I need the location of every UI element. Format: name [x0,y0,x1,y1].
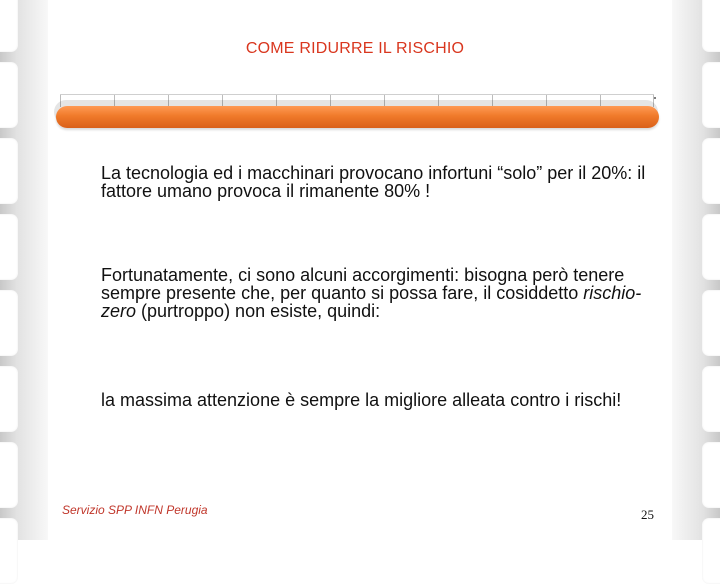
rischio-zero-term: rischio-zero [101,283,642,321]
strip-cell [0,214,18,280]
title-ruler-bar [54,86,666,138]
strip-cell [702,290,720,356]
strip-cell [0,290,18,356]
strip-cell [0,138,18,204]
paragraph-technology: La tecnologia ed i macchinari provocano infortuni “solo” per il 20%: il fattore umano provoca il rimanente 80% ! [101,163,646,201]
strip-cell [702,62,720,128]
strip-cell [702,442,720,508]
paragraph-attention: la massima attenzione è sempre la migliore alleata contro i rischi! [101,390,622,410]
strip-cell [0,518,18,584]
orange-bar [56,106,659,128]
left-decorative-strip [0,0,48,540]
strip-cell [0,62,18,128]
paragraph-precautions-end: (purtroppo) non esiste, quindi: [136,301,381,321]
slide-title: COME RIDURRE IL RISCHIO [245,40,465,57]
strip-cell [702,214,720,280]
strip-cell [0,366,18,432]
strip-cell [702,366,720,432]
right-decorative-strip [672,0,720,540]
strip-cell [702,518,720,584]
strip-cell [702,138,720,204]
paragraph-precautions [101,266,661,320]
footer-organization: Servizio SPP INFN Perugia [62,503,208,517]
paragraph-precautions-text: Fortunatamente, ci sono alcuni accorgimenti: bisogna però tenere sempre presente che, per quanto si possa fare, il cosiddetto [101,265,625,303]
page-number: 25 [641,507,654,522]
ruler-dot [654,97,656,99]
strip-cell [0,442,18,508]
